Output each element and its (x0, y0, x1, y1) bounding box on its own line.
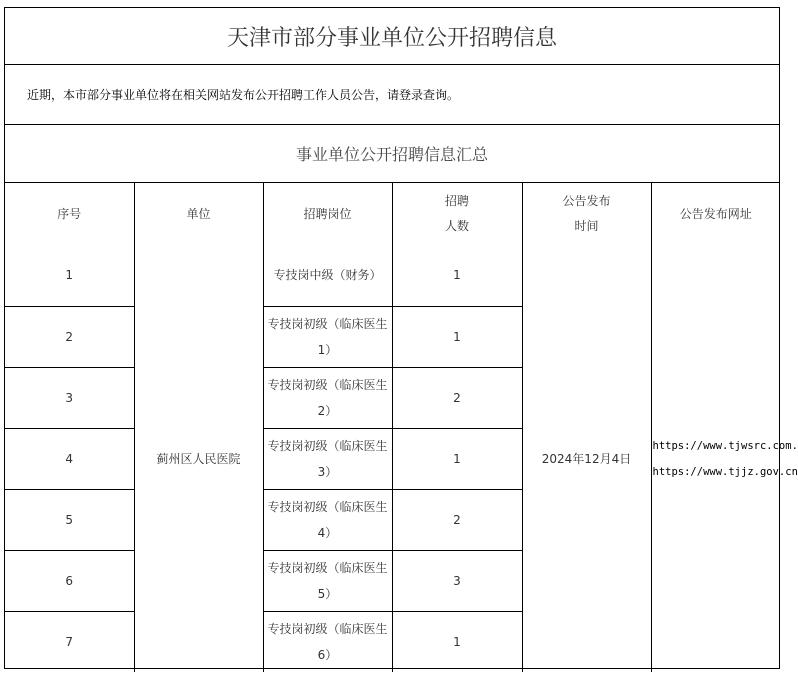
header-count (392, 183, 522, 245)
cell-seq: 7 (5, 611, 134, 672)
position-line1: 专技岗初级（临床医生 (267, 499, 388, 514)
cell-publish-time: 2024年12月4日 (522, 245, 651, 672)
cell-position (263, 611, 392, 672)
cell-count: 1 (392, 611, 522, 672)
header-url: 公告发布网址 (651, 183, 780, 245)
header-seq: 序号 (5, 183, 134, 245)
header-count-line2: 人数 (444, 219, 469, 233)
position-line2: 2） (317, 403, 338, 418)
position-line1: 专技岗中级（财务） (273, 268, 382, 283)
cell-seq: 1 (5, 245, 134, 306)
cell-seq: 5 (5, 489, 134, 550)
position-line1: 专技岗初级（临床医生 (267, 316, 388, 331)
url-link-1[interactable]: https://www.tjwsrc.com. (652, 439, 798, 452)
header-unit: 单位 (134, 183, 263, 245)
cell-position (263, 367, 392, 428)
cell-urls (651, 245, 798, 672)
position-line2: 3） (317, 464, 338, 479)
cell-position (263, 428, 392, 489)
position-line2: 4） (317, 525, 338, 540)
position-line1: 专技岗初级（临床医生 (267, 377, 388, 392)
position-line1: 专技岗初级（临床医生 (267, 560, 388, 575)
notice-text: 近期，本市部分事业单位将在相关网站发布公开招聘工作人员公告，请登录查询。 (5, 65, 779, 125)
cell-seq: 3 (5, 367, 134, 428)
position-line2: 6） (317, 647, 338, 662)
cell-count: 1 (392, 245, 522, 306)
header-time-line2: 时间 (574, 219, 599, 233)
header-time-line1: 公告发布 (562, 194, 611, 208)
cell-position (263, 306, 392, 367)
cell-count: 1 (392, 428, 522, 489)
cell-seq: 6 (5, 550, 134, 611)
cell-count: 3 (392, 550, 522, 611)
position-line1: 专技岗初级（临床医生 (267, 621, 388, 636)
cell-seq: 4 (5, 428, 134, 489)
cell-position (263, 550, 392, 611)
header-publish-time (522, 183, 651, 245)
page-title: 天津市部分事业单位公开招聘信息 (5, 8, 779, 65)
table-header-row (5, 183, 780, 245)
cell-position (263, 489, 392, 550)
cell-count: 2 (392, 489, 522, 550)
header-position: 招聘岗位 (263, 183, 392, 245)
cell-count: 1 (392, 306, 522, 367)
cell-seq: 2 (5, 306, 134, 367)
position-line1: 专技岗初级（临床医生 (267, 438, 388, 453)
cell-position (263, 245, 392, 306)
cell-unit: 蓟州区人民医院 (134, 245, 263, 672)
recruitment-info-panel (4, 7, 798, 669)
recruitment-table (5, 183, 798, 672)
position-line2: 1） (317, 342, 338, 357)
position-line2: 5） (317, 586, 338, 601)
cell-count: 2 (392, 367, 522, 428)
url-link-2[interactable]: https://www.tjjz.gov.cn (652, 465, 798, 478)
table-row (5, 245, 780, 306)
header-count-line1: 招聘 (444, 194, 469, 208)
table-title: 事业单位公开招聘信息汇总 (5, 125, 779, 183)
